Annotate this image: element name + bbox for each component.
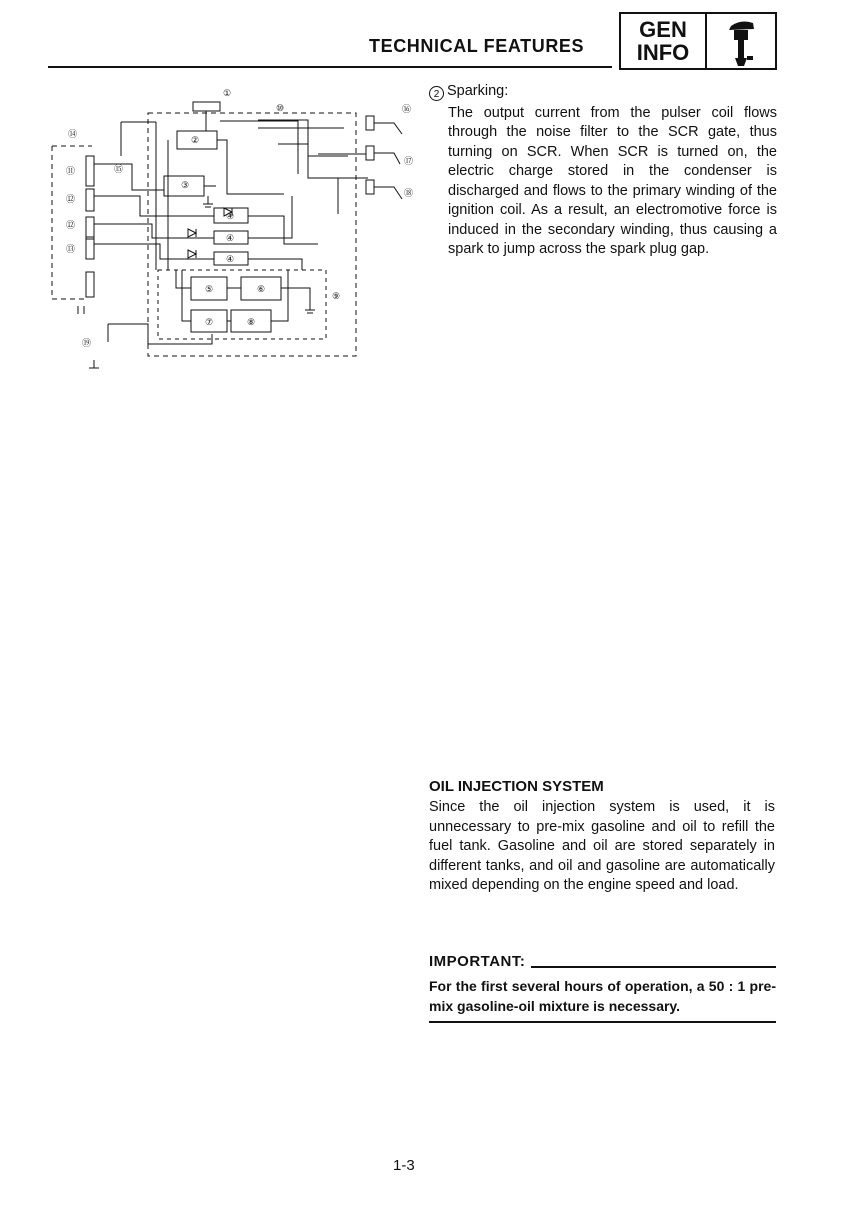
oil-injection-section xyxy=(429,777,775,896)
diagram-label-6: ⑥ xyxy=(257,284,266,294)
badge-line-gen: GEN xyxy=(639,17,687,42)
important-label: IMPORTANT: xyxy=(429,953,526,970)
diagram-label-18: ⑱ xyxy=(404,188,414,198)
ignition-circuit-diagram xyxy=(48,84,420,374)
oil-injection-body: Since the oil injection system is used, it is unnecessary to pre-mix gasoline and oil to refill the fuel tank. Gasoline and oil are stored separately in different tanks, and oil and gasoline are automatically mixed depending on the engine speed and load. xyxy=(429,799,775,893)
diagram-label-14: ⑭ xyxy=(68,129,78,139)
badge-line-info: INFO xyxy=(636,40,690,65)
diagram-label-12b: ⑫ xyxy=(66,220,76,230)
important-rule xyxy=(531,966,776,968)
important-label-row xyxy=(429,952,776,972)
section-badge-text xyxy=(621,14,707,68)
important-text: For the first several hours of operation, a 50 : 1 pre-mix gasoline-oil mixture is necessary. xyxy=(429,978,776,1014)
diagram-label-15: ⑮ xyxy=(114,164,124,174)
diagram-label-16: ⑯ xyxy=(402,104,412,114)
diagram-label-11: ⑪ xyxy=(66,166,76,176)
diagram-label-5: ⑤ xyxy=(205,284,214,294)
diagram-label-9: ⑨ xyxy=(332,291,341,301)
outboard-motor-icon xyxy=(707,16,775,68)
diagram-label-17: ⑰ xyxy=(404,156,414,166)
diagram-label-10: ⑩ xyxy=(276,103,285,113)
diagram-label-3: ③ xyxy=(181,180,190,190)
diagram-label-13: ⑬ xyxy=(66,244,76,254)
header-rule xyxy=(48,66,612,68)
sparking-number: 2 xyxy=(429,86,444,101)
sparking-heading: Sparking: xyxy=(447,83,509,99)
diagram-label-19: ⑲ xyxy=(82,338,92,348)
page-header-title: TECHNICAL FEATURES xyxy=(369,36,585,56)
diagram-label-4c: ④ xyxy=(226,254,235,264)
diagram-label-8: ⑧ xyxy=(247,317,256,327)
diagram-label-12a: ⑫ xyxy=(66,194,76,204)
section-badge xyxy=(619,12,777,70)
page-number: 1-3 xyxy=(393,1157,415,1174)
sparking-section xyxy=(429,82,777,260)
sparking-body: The output current from the pulser coil flows through the noise filter to the SCR gate, thus turning on SCR. When SCR is turned on, the electric charge stored in the condenser is discharged and flows to the primary winding of the ignition coil. As a result, an electromotive force is induced in the secondary winding, thus causing a spark to jump across the spark plug gap. xyxy=(448,104,777,257)
oil-injection-title: OIL INJECTION SYSTEM xyxy=(429,778,604,795)
important-notice xyxy=(429,952,776,1023)
important-bottom-rule xyxy=(429,1021,776,1023)
diagram-label-2: ② xyxy=(191,135,200,145)
diagram-label-7: ⑦ xyxy=(205,317,214,327)
diagram-label-4a: ④ xyxy=(226,211,235,221)
sparking-heading-row xyxy=(429,82,777,102)
diagram-label-1: ① xyxy=(223,88,232,98)
diagram-label-4b: ④ xyxy=(226,233,235,243)
